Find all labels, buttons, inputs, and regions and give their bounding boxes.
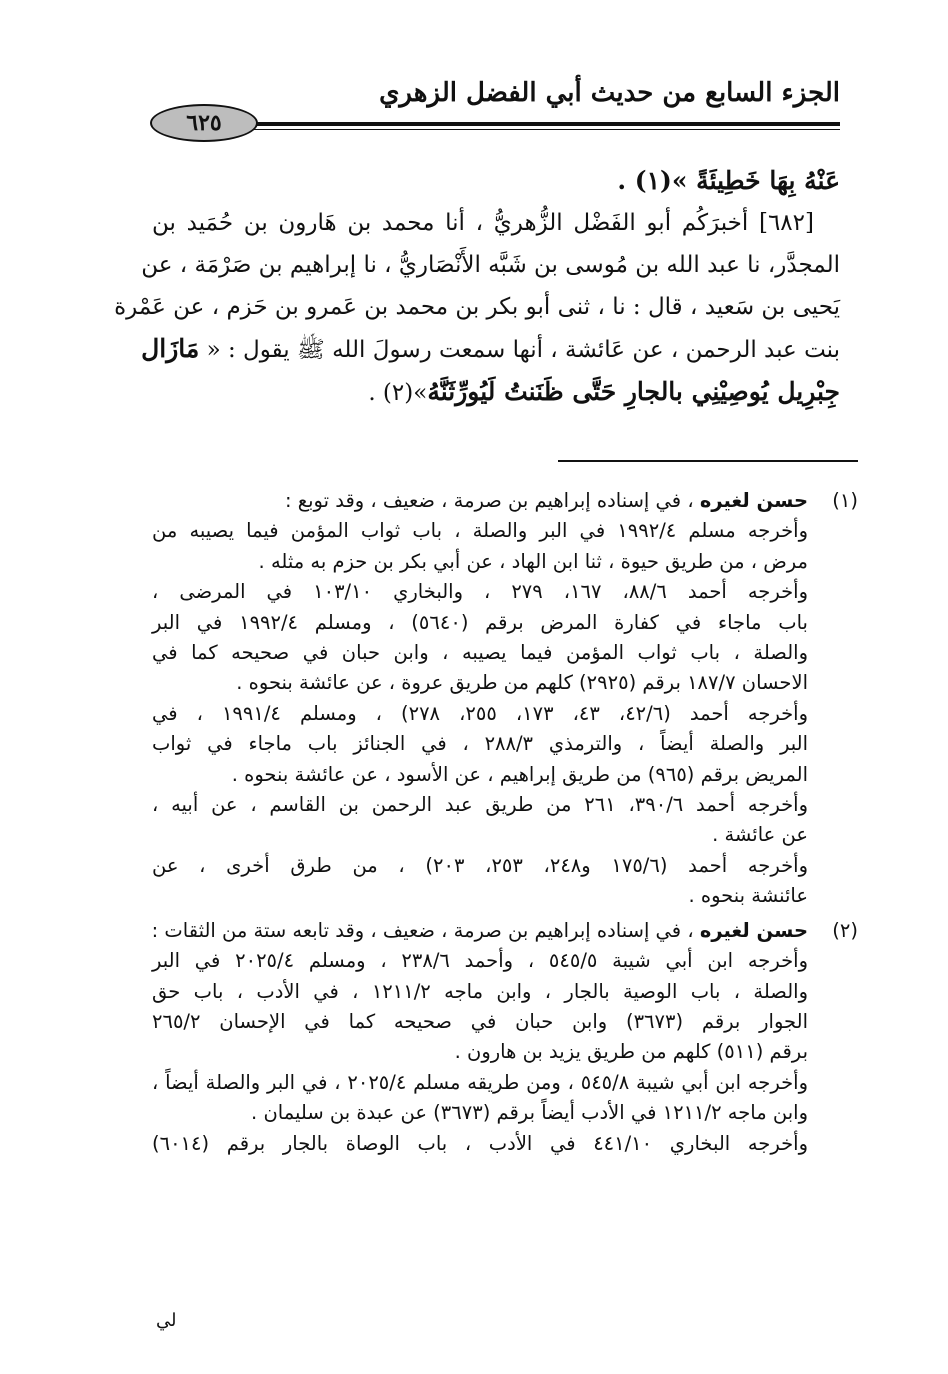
footnote-line-text: الاحسان ١٨٧/٧ برقم (٢٩٢٥) كلهم من طريق عروة ، عن عائشة بنحوه .	[236, 671, 808, 695]
main-line: [٦٨٢] أخبرَكُم أبو الفَضْل الزُّهريُّ ، أنا محمد بن هَارون بن حُمَيد بن	[152, 210, 814, 236]
footnote-line	[152, 608, 808, 638]
footnotes	[152, 486, 858, 1159]
footnote-line	[152, 668, 808, 698]
footnote-line	[152, 577, 808, 607]
page-number: ٦٢٥	[150, 104, 258, 142]
main-line: يَحيى بن سَعيد ، قال : نا ، ثنى أبو بكر بن محمد بن عَمرو بن حَزم ، عن عَمْرة	[114, 294, 840, 320]
main-line-text: بنت عبد الرحمن ، عن عَائشة ، أنها سمعت رسولَ الله ﷺ يقول : «	[206, 337, 840, 363]
footnote-line-text: باب ماجاء في كفارة المرض برقم (٥٦٤٠) ، ومسلم ١٩٩٢/٤ في البر	[152, 610, 808, 634]
footnote-line	[152, 547, 808, 577]
footnote-line	[152, 516, 808, 546]
footnote-line-text: عائنشة بنحوه .	[688, 884, 808, 908]
footnote-line-text: ، في إسناده إبراهيم بن صرمة ، ضعيف ، وقد توبع :	[284, 489, 700, 512]
footnote	[152, 916, 858, 1159]
hadith-text: جِبْرِيل يُوصِيْنِي بالجارِ حَتَّى ظَنَنتُ لَيُورِّثَنَّهُ	[427, 377, 840, 406]
footnote-line	[152, 760, 808, 790]
footnote-separator	[558, 460, 858, 462]
footnote-line-text: وأخرجه ابن أبي شيبة ٥٤٥/٥ ، وأحمد ٢٣٨/٦ ، ومسلم ٢٠٢٥/٤ في البر	[152, 949, 808, 973]
footnote-line-text: وأخرجه البخاري ٤٤١/١٠ في الأدب ، باب الوصاة بالجار برقم (٦٠١٤)	[152, 1131, 808, 1155]
footnote-line-text: برقم (٥١١) كلهم من طريق يزيد بن هارون .	[454, 1040, 808, 1064]
footnote-line-text: ، في إسناده إبراهيم بن صرمة ، ضعيف ، وقد تابعه ستة من الثقات :	[151, 918, 700, 942]
footnote-line-text: والصلة ، باب ثواب المؤمن فيما يصيبه ، وابن حبان في صحيحه كما في	[152, 641, 808, 665]
footnote-line	[152, 916, 808, 946]
footnote-line	[152, 699, 808, 729]
footnote-line-text: وأخرجه أحمد ٣٩٠/٦، ٢٦١ من طريق عبد الرحمن بن القاسم ، عن أبيه ،	[152, 793, 808, 817]
footnote-number: (٢)	[832, 918, 858, 942]
grading-label: حسن لغيره	[699, 918, 808, 942]
footnote-number: (١)	[832, 489, 858, 512]
grading-label: حسن لغيره	[699, 489, 808, 512]
footnote	[152, 486, 858, 912]
footnote-line	[152, 1129, 808, 1159]
footnote-line	[152, 820, 808, 850]
footnote-line-text: وأخرجه ابن أبي شيبة ٥٤٥/٨ ، ومن طريقه مسلم ٢٠٢٥/٤ ، في البر والصلة أيضاً ،	[152, 1070, 808, 1094]
header-rule-thick	[240, 122, 840, 126]
footnote-line	[152, 729, 808, 759]
page-header	[150, 78, 840, 148]
footnote-line-text: والصلة ، باب الوصية بالجار ، وابن ماجه ١٢١١/٢ ، في الأدب ، باب حق	[152, 979, 808, 1003]
footnote-line	[152, 1007, 808, 1037]
main-line	[152, 371, 840, 414]
footnote-line	[152, 1068, 808, 1098]
footnote-line	[152, 486, 808, 516]
footnote-line-text: وأخرجه مسلم ١٩٩٢/٤ في البر والصلة ، باب ثواب المؤمن فيما يصيبه من	[152, 519, 808, 543]
running-title: الجزء السابع من حديث أبي الفضل الزهري	[379, 78, 840, 108]
footnote-line	[152, 1037, 808, 1067]
footnote-line-text: عن عائشة .	[712, 823, 808, 847]
footnote-line-text: المريض برقم (٩٦٥) من طريق إبراهيم ، عن الأسود ، عن عائشة بنحوه .	[231, 762, 808, 786]
header-rule-thin	[240, 129, 840, 130]
footnote-line-text: الجوار برقم (٣٦٧٣) وابن حبان في صحيحه كما في الإحسان ٢٦٥/٢	[152, 1009, 808, 1033]
hadith-text: مَازَال	[141, 334, 200, 363]
footnote-line	[152, 638, 808, 668]
footnote-line	[152, 1098, 808, 1128]
footnote-line-text: وأخرجه أحمد (١٧٥/٦ و٢٤٨، ٢٥٣، ٢٠٣) ، من طرق أخرى ، عن	[152, 853, 808, 877]
footnote-line-text: البر والصلة أيضاً ، والترمذي ٢٨٨/٣ ، في الجنائز باب ماجاء في ثواب	[152, 732, 808, 756]
footnote-line	[152, 881, 808, 911]
footnote-line	[152, 977, 808, 1007]
main-line	[141, 328, 840, 371]
footnote-line	[152, 790, 808, 820]
main-line: المجدَّر، نا عبد الله بن مُوسى بن شَبَّه الأَنْصَاريُّ ، نا إبراهيم بن صَرْمَة ، عن	[141, 252, 840, 278]
catchword: لي	[156, 1310, 177, 1331]
footnote-line	[152, 946, 808, 976]
footnote-line-text: وأخرجه أحمد ٨٨/٦، ١٦٧، ٢٧٩ ، والبخاري ١٠٣/١٠ في المرضى ،	[152, 580, 809, 604]
main-line: عَنْهُ بِهَا خَطِيئَةً »(١) .	[617, 166, 840, 195]
footnote-line-text: وابن ماجه ١٢١١/٢ في الأدب أيضاً برقم (٣٦٧٣) عن عبدة بن سليمان .	[251, 1101, 808, 1125]
footnote-line-text: وأخرجه أحمد (٤٢/٦، ٤٣، ١٧٣، ٢٥٥، ٢٧٨) ، ومسلم ١٩٩١/٤ ، في	[152, 701, 809, 725]
main-text	[114, 160, 840, 414]
footnote-line	[152, 851, 808, 881]
main-line-text: »(٢) .	[368, 380, 428, 406]
footnote-line-text: مرض ، من طريق حيوة ، ثنا ابن الهاد ، عن أبي بكر بن حزم به مثله .	[258, 549, 808, 573]
